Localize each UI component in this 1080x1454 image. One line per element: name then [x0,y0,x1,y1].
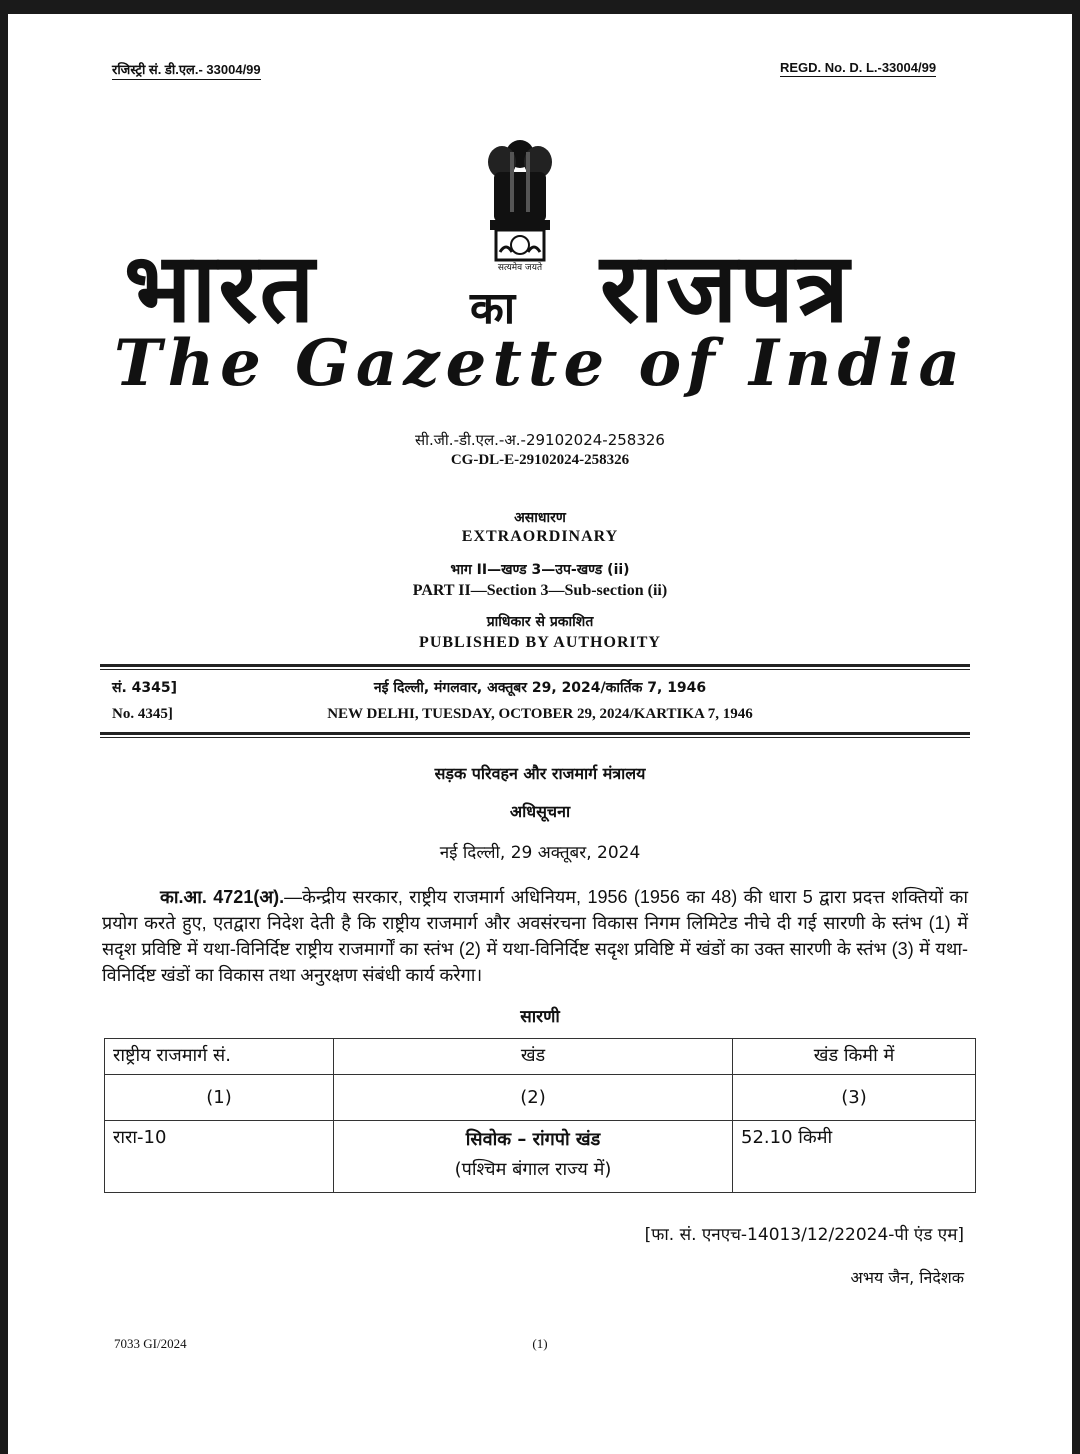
page-number: (1) [532,1336,548,1351]
issue-number-english: No. 4345] [112,706,173,722]
masthead-hindi-ka: का [470,283,516,334]
issue-date-hindi: नई दिल्ली, मंगलवार, अक्तूबर 29, 2024/कार्तिक 7, 1946 [373,680,707,696]
national-emblem-icon [480,132,560,280]
signatory: अभय जैन, निदेशक [850,1268,964,1287]
issue-number-hindi: सं. 4345] [112,680,178,696]
regd-number-hindi: रजिस्ट्री सं. डी.एल.- 33004/99 [112,60,261,80]
regd-number-english: REGD. No. D. L.-33004/99 [780,60,937,75]
masthead-english: The Gazette of India [114,326,966,401]
code-hindi: सी.जी.-डी.एल.-अ.-29102024-258326 [415,431,665,449]
table-header: राष्ट्रीय राजमार्ग सं. [105,1039,334,1075]
highway-table [104,1038,976,1193]
code-english: CG-DL-E-29102024-258326 [450,452,630,468]
divider [100,664,970,670]
section-state: (पश्चिम बंगाल राज्य में) [454,1159,612,1180]
file-number: [फा. सं. एनएच-14013/12/22024-पी एंड एम] [644,1225,964,1245]
issue-date-english: NEW DELHI, TUESDAY, OCTOBER 29, 2024/KARTIKA 7, 1946 [327,706,753,722]
table-row [105,1121,976,1193]
table-header: खंड [334,1039,733,1075]
section-length: 52.10 किमी [733,1121,976,1193]
notification-title: अधिसूचना [509,802,571,821]
place-date: नई दिल्ली, 29 अक्तूबर, 2024 [439,843,641,863]
column-number: (3) [733,1075,976,1121]
column-number: (2) [334,1075,733,1121]
section-cell [334,1121,733,1193]
section-name: सिवोक – रांगपो खंड [465,1129,601,1150]
published-hindi: प्राधिकार से प्रकाशित [486,614,594,630]
masthead-hindi-rajpatra: राजपत्र [600,232,851,344]
emblem-motto: सत्यमेव जयते [497,263,543,273]
extraordinary-english: EXTRAORDINARY [461,528,619,545]
notification-body [102,884,968,988]
ministry-name: सड़क परिवहन और राजमार्ग मंत्रालय [434,764,646,783]
column-number: (1) [105,1075,334,1121]
published-english: PUBLISHED BY AUTHORITY [419,634,661,651]
divider [100,732,970,738]
highway-number: रारा-10 [105,1121,334,1193]
notification-text: —केन्द्रीय सरकार, राष्ट्रीय राजमार्ग अधिनियम, 1956 (1956 का 48) की धारा 5 द्वारा प्रदत्त शक्तियों का प्रयोग करते हुए, एतद्वारा निदेश देती है कि राष्ट्रीय राजमार्ग और अवसंरचना विकास निगम लिमिटेड नीचे दी गई सारणी के स्तंभ (1) में सदृश प्रविष्टि में यथा-विनिर्दिष्ट राष्ट्रीय राजमार्गों का स्तंभ (2) में यथा-विनिर्दिष्ट सदृश प्रविष्टि में खंडों का उक्त सारणी के स्तंभ (3) में यथा-विनिर्दिष्ट खंडों का विकास तथा अनुरक्षण संबंधी कार्य करेगा। [102,887,968,985]
table-header: खंड किमी में [733,1039,976,1075]
footer-code: 7033 GI/2024 [114,1336,187,1351]
gazette-page [8,14,1072,1454]
table-title: सारणी [520,1007,560,1027]
extraordinary-hindi: असाधारण [514,510,566,526]
notification-ref: का.आ. 4721(अ). [160,887,285,907]
part-english: PART II—Section 3—Sub-section (ii) [412,582,668,599]
part-hindi: भाग II—खण्ड 3—उप-खण्ड (ii) [450,562,630,578]
masthead-hindi-bharat: भारत [124,232,317,344]
